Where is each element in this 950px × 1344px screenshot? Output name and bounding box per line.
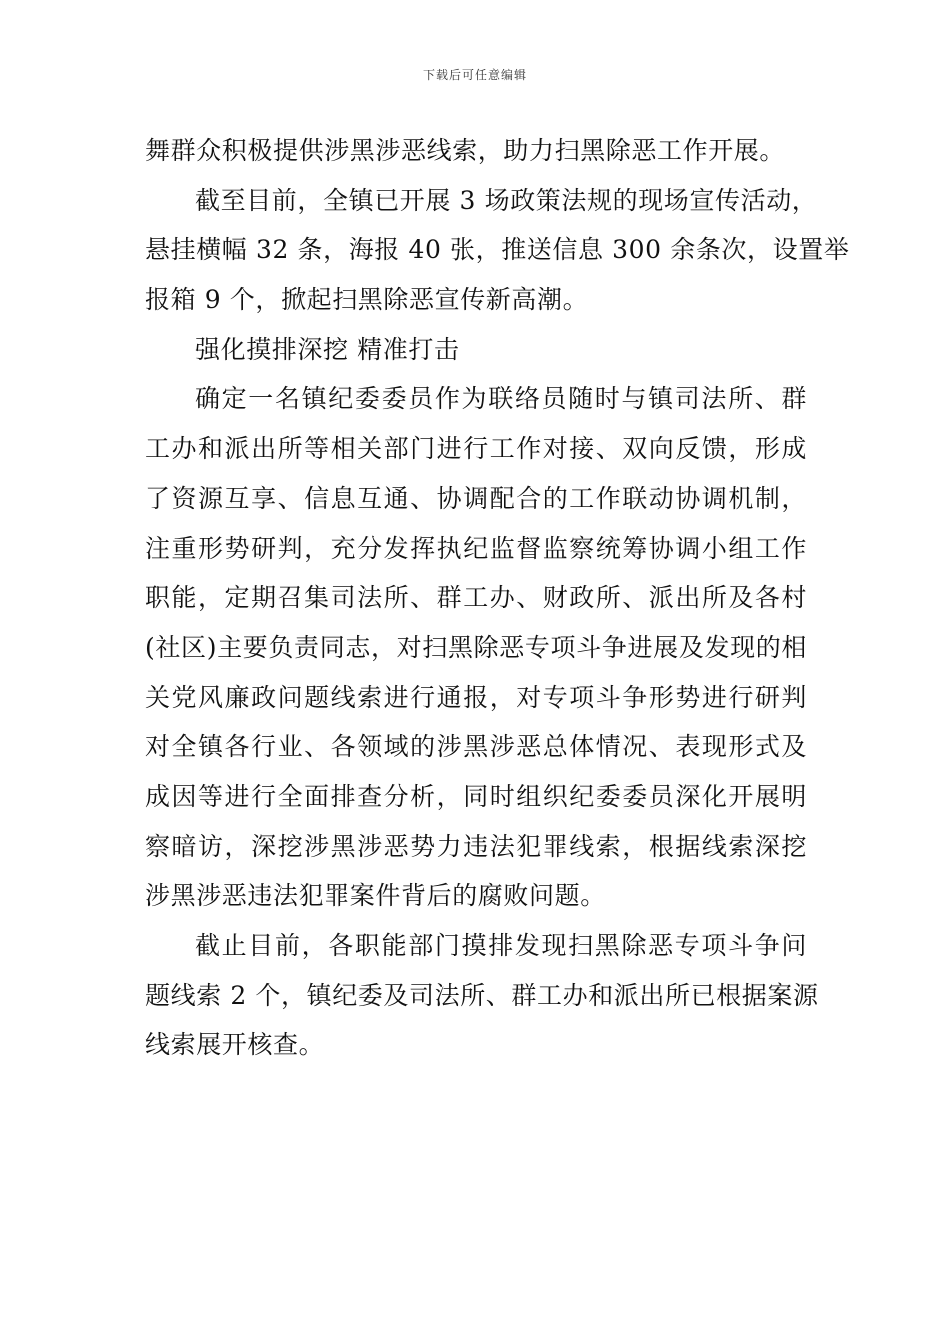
text-line: 关党风廉政问题线索进行通报，对专项斗争形势进行研判 [145, 682, 807, 712]
text-line: 注重形势研判，充分发挥执纪监督监察统筹协调小组工作 [145, 533, 807, 563]
text-line: 截至目前，全镇已开展 3 场政策法规的现场宣传活动， [195, 185, 818, 215]
text-line: 职能，定期召集司法所、群工办、财政所、派出所及各村 [145, 583, 807, 613]
text-line: 涉黑涉恶违法犯罪案件背后的腐败问题。 [145, 881, 606, 911]
text-line: 题线索 2 个，镇纪委及司法所、群工办和派出所已根据案源 [145, 980, 819, 1010]
document-body [145, 126, 850, 1070]
text-line: 了资源互享、信息互通、协调配合的工作联动协调机制， [145, 483, 807, 513]
text-line: 确定一名镇纪委委员作为联络员随时与镇司法所、群 [195, 384, 807, 414]
text-line: 舞群众积极提供涉黑涉恶线索，助力扫黑除恶工作开展。 [145, 136, 786, 165]
page-header: 下载后可任意编辑 [422, 68, 527, 82]
text-line: 报箱 9 个，掀起扫黑除恶宣传新高潮。 [145, 285, 589, 315]
text-line: (社区)主要负责同志，对扫黑除恶专项斗争进展及发现的相 [145, 632, 807, 662]
text-line: 截止目前，各职能部门摸排发现扫黑除恶专项斗争问 [195, 931, 807, 960]
text-line: 察暗访，深挖涉黑涉恶势力违法犯罪线索，根据线索深挖 [145, 831, 807, 861]
text-line: 悬挂横幅 32 条，海报 40 张，推送信息 300 余条次，设置举 [145, 235, 850, 265]
text-line: 线索展开核查。 [145, 1030, 325, 1060]
text-line: 工办和派出所等相关部门进行工作对接、双向反馈，形成 [145, 434, 807, 464]
text-line: 强化摸排深挖 精准打击 [195, 334, 460, 364]
text-line: 成因等进行全面排查分析，同时组织纪委委员深化开展明 [145, 781, 807, 811]
text-line: 对全镇各行业、各领域的涉黑涉恶总体情况、表现形式及 [145, 732, 807, 762]
